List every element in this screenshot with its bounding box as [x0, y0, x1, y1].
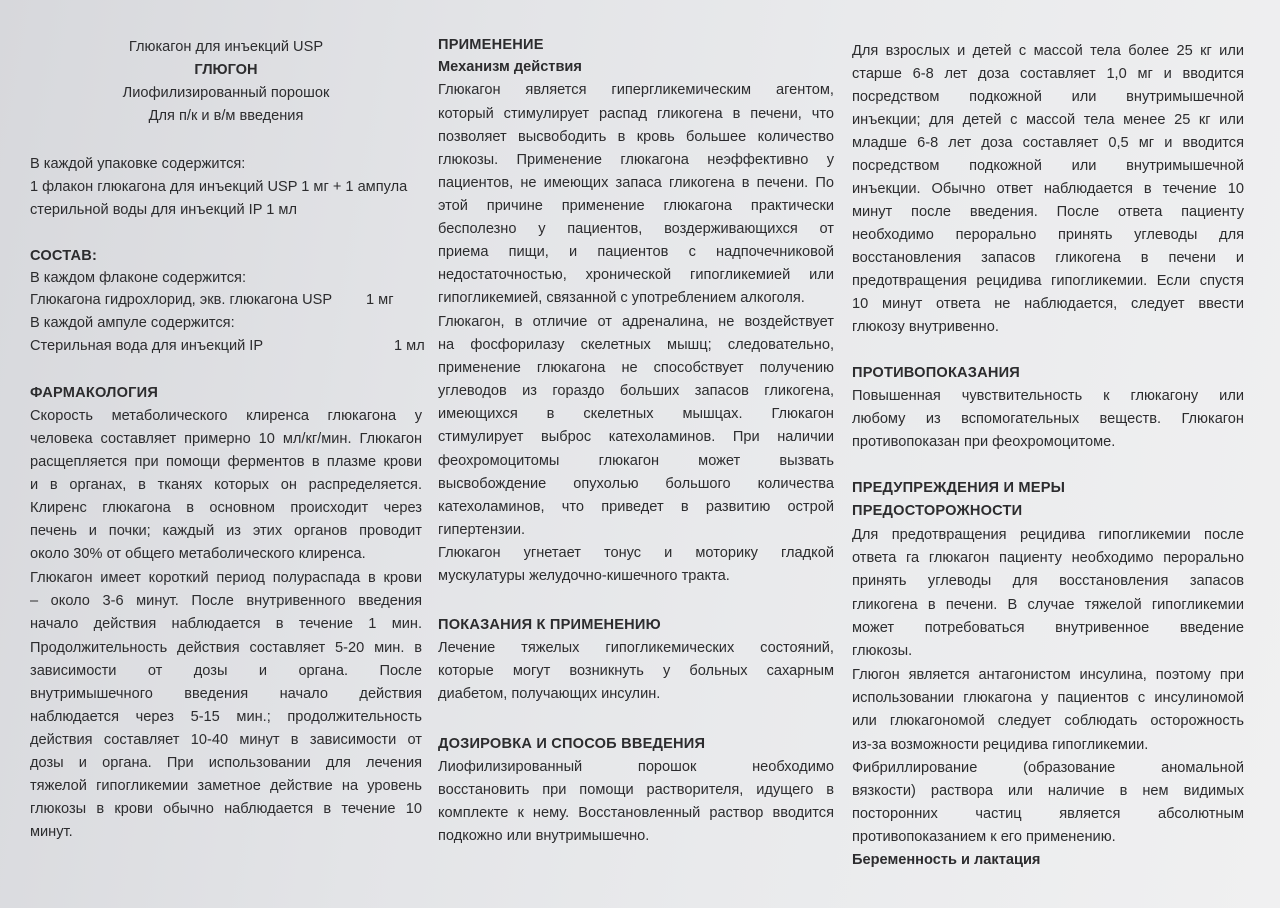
- contraindications-line: противопоказан при феохромоцитоме.: [852, 434, 1116, 450]
- composition-vial-value: 1 мг: [366, 292, 394, 308]
- mechanism-line: применение глюкагона не способствует получению: [438, 360, 834, 376]
- composition-ampoule-item: Стерильная вода для инъекций IP: [30, 338, 264, 354]
- mechanism-line: Глюкагон угнетает тонус и моторику гладкой: [438, 545, 834, 561]
- pharmacology-line: печень и почки; каждый из этих органов проводит: [30, 523, 422, 539]
- mechanism-line: на фосфорилазу скелетных мышц; следовательно,: [438, 337, 834, 353]
- mechanism-line: стимулирует выброс катехоламинов. При наличии: [438, 429, 834, 445]
- warnings-line: вязкости) раствора или наличие в нем видимых: [852, 783, 1244, 799]
- composition-vial-row: [30, 289, 422, 311]
- contraindications-line: Повышенная чувствительность к глюкагону или: [852, 388, 1244, 404]
- dosage-cont-line: Для взрослых и детей с массой тела более 25 кг или: [852, 43, 1244, 59]
- pharmacology-line: тяжелой гипогликемии заметное действие на уровень: [30, 778, 422, 794]
- pharmacology-line: расщепляется при помощи ферментов в плазме крови: [30, 454, 422, 470]
- mechanism-line: катехоламинов, что приведет в развитию острой: [438, 499, 834, 515]
- mechanism-line: Глюкагон, в отличие от адреналина, не воздействует: [438, 314, 834, 330]
- indications-line: которые могут возникнуть у больных сахарным: [438, 663, 834, 679]
- warnings-line: из-за возможности рецидива гипогликемии.: [852, 737, 1149, 753]
- warnings-line: принять углеводы для восстановления запасов: [852, 573, 1244, 589]
- warnings-line: может потребоваться внутривенное введение: [852, 620, 1244, 636]
- composition-heading: СОСТАВ:: [30, 248, 98, 264]
- dosage-cont-line: восстановления запасов гликогена в печени и: [852, 250, 1244, 266]
- dosage-line: восстановить при помощи растворителя, идущего в: [438, 782, 834, 798]
- mechanism-line: феохромоцитомы глюкагон может вызвать: [438, 453, 834, 469]
- pharmacology-line: – около 3-6 минут. После внутривенного введения: [30, 593, 422, 609]
- pack-line: стерильной воды для инъекций IP 1 мл: [30, 202, 297, 218]
- pharmacology-heading: ФАРМАКОЛОГИЯ: [30, 385, 159, 401]
- pharmacology-line: начало действия наблюдается в течение 1 мин.: [30, 616, 422, 632]
- pharmacology-line: человека составляет примерно 10 мл/кг/мин. Глюкагон: [30, 431, 422, 447]
- mechanism-line: этой причине применение глюкагона практически: [438, 198, 834, 214]
- mechanism-line: приема пищи, и пациентов с надпочечниковой: [438, 244, 834, 260]
- mechanism-line: который стимулирует распад гликогена в печени, что: [438, 106, 834, 122]
- mechanism-line: недостаточностью, хронической гипогликемией или: [438, 267, 834, 283]
- dosage-cont-line: глюкозу внутривенно.: [852, 319, 999, 335]
- mechanism-line: высвобождение опухолью большого количества: [438, 476, 834, 492]
- warnings-line: или глюкагономой следует соблюдать осторожность: [852, 713, 1244, 729]
- dosage-line: Лиофилизированный порошок необходимо: [438, 759, 834, 775]
- dosage-cont-line: инъекции. Обычно ответ наблюдается в течение 10: [852, 181, 1244, 197]
- mechanism-line: пациентов, не имеющих запаса гликогена в печени. По: [438, 175, 834, 191]
- dosage-cont-line: минут после введения. После ответа пациенту: [852, 204, 1244, 220]
- warnings-line: Фибриллирование (образование аномальной: [852, 760, 1244, 776]
- pack-line: В каждой упаковке содержится:: [30, 156, 246, 172]
- warnings-line: Глюгон является антагонистом инсулина, поэтому при: [852, 667, 1244, 683]
- dosage-form: Лиофилизированный порошок: [122, 85, 330, 101]
- pharmacology-line: внутримышечного введения начало действия: [30, 686, 422, 702]
- dosage-cont-line: младше 6-8 лет доза составляет 0,5 мг и вводится: [852, 135, 1244, 151]
- mechanism-line: Глюкагон является гипергликемическим агентом,: [438, 82, 834, 98]
- pharmacology-line: глюкозы в крови обычно наблюдается в течение 10: [30, 801, 422, 817]
- pharmacology-line: и в органах, в тканях которых он распределяется.: [30, 477, 422, 493]
- pharmacology-line: действия составляет 10-40 минут в зависимости от: [30, 732, 422, 748]
- pack-line: 1 флакон глюкагона для инъекций USP 1 мг + 1 ампула: [30, 179, 408, 195]
- mechanism-line: гипертензии.: [438, 522, 526, 538]
- composition-ampoule-row: [30, 335, 425, 357]
- contraindications-line: любому из вспомогательных веществ. Глюкагон: [852, 411, 1244, 427]
- warnings-line: ответа га глюкагон пациенту необходимо перорально: [852, 550, 1244, 566]
- warnings-heading: ПРЕДУПРЕЖДЕНИЯ И МЕРЫ: [852, 480, 1066, 496]
- pharmacology-line: минут.: [30, 824, 73, 840]
- pharmacology-line: Продолжительность действия составляет 5-20 мин. в: [30, 640, 422, 656]
- dosage-line: подкожно или внутримышечно.: [438, 828, 650, 844]
- mechanism-line: гипогликемией, связанной с употреблением алкоголя.: [438, 290, 805, 306]
- warnings-line: гликогена в печени. В случае тяжелой гипогликемии: [852, 597, 1244, 613]
- dosage-heading: ДОЗИРОВКА И СПОСОБ ВВЕДЕНИЯ: [438, 736, 706, 752]
- contraindications-heading: ПРОТИВОПОКАЗАНИЯ: [852, 365, 1020, 381]
- pharmacology-line: дозы и органа. При использовании для лечения: [30, 755, 422, 771]
- dosage-cont-line: необходимо перорально принять углеводы для: [852, 227, 1244, 243]
- dosage-line: комплекте к нему. Восстановленный раствор вводится: [438, 805, 834, 821]
- mechanism-heading: Механизм действия: [438, 59, 582, 75]
- pharmacology-line: Скорость метаболического клиренса глюкагона у: [30, 408, 422, 424]
- pharmacology-line: зависимости от дозы и органа. После: [30, 663, 422, 679]
- composition-vial-label: В каждом флаконе содержится:: [30, 270, 246, 286]
- warnings-line: посторонних частиц является абсолютным: [852, 806, 1244, 822]
- warnings-line: использовании глюкагона у пациентов с инсулиномой: [852, 690, 1244, 706]
- mechanism-line: бесполезно у пациентов, воздерживающихся от: [438, 221, 834, 237]
- pharmacology-line: Клиренс глюкагона в основном происходит через: [30, 500, 422, 516]
- mechanism-line: мускулатуры желудочно-кишечного тракта.: [438, 568, 730, 584]
- warnings-line: глюкозы.: [852, 643, 913, 659]
- warnings-heading-cont: ПРЕДОСТОРОЖНОСТИ: [852, 503, 1023, 519]
- mechanism-line: имеющихся в скелетных мышцах. Глюкагон: [438, 406, 834, 422]
- warnings-line: Для предотвращения рецидива гипогликемии после: [852, 527, 1244, 543]
- dosage-cont-line: посредством подкожной или внутримышечной: [852, 89, 1244, 105]
- indications-heading: ПОКАЗАНИЯ К ПРИМЕНЕНИЮ: [438, 617, 661, 633]
- indications-line: Лечение тяжелых гипогликемических состояний,: [438, 640, 834, 656]
- pharmacology-line: Глюкагон имеет короткий период полураспада в крови: [30, 570, 422, 586]
- pharmacology-line: наблюдается через 5-15 мин.; продолжительность: [30, 709, 422, 725]
- dosage-cont-line: инъекции; для детей с массой тела менее 25 кг или: [852, 112, 1244, 128]
- route: Для п/к и в/м введения: [148, 108, 304, 124]
- mechanism-line: глюкозы. Применение глюкагона неэффективно у: [438, 152, 834, 168]
- product-title: Глюкагон для инъекций USP: [128, 39, 324, 55]
- composition-vial-item: Глюкагона гидрохлорид, экв. глюкагона USP: [30, 292, 333, 308]
- mechanism-line: позволяет высвободить в кровь большее количество: [438, 129, 834, 145]
- composition-ampoule-label: В каждой ампуле содержится:: [30, 315, 235, 331]
- pharmacology-line: около 30% от общего метаболического клиренса.: [30, 546, 366, 562]
- warnings-line: противопоказанием к его применению.: [852, 829, 1116, 845]
- brand-name: ГЛЮГОН: [194, 62, 258, 78]
- dosage-cont-line: предотвращения рецидива гипогликемии. Если спустя: [852, 273, 1244, 289]
- indications-line: диабетом, получающих инсулин.: [438, 686, 661, 702]
- mechanism-line: углеводов из гораздо больших запасов гликогена,: [438, 383, 834, 399]
- application-heading: ПРИМЕНЕНИЕ: [438, 37, 544, 53]
- composition-ampoule-value: 1 мл: [394, 338, 425, 354]
- dosage-cont-line: 10 минут ответа не наблюдается, следует ввести: [852, 296, 1244, 312]
- pregnancy-heading: Беременность и лактация: [852, 852, 1041, 868]
- dosage-cont-line: старше 6-8 лет доза составляет 1,0 мг и вводится: [852, 66, 1244, 82]
- dosage-cont-line: посредством подкожной или внутримышечной: [852, 158, 1244, 174]
